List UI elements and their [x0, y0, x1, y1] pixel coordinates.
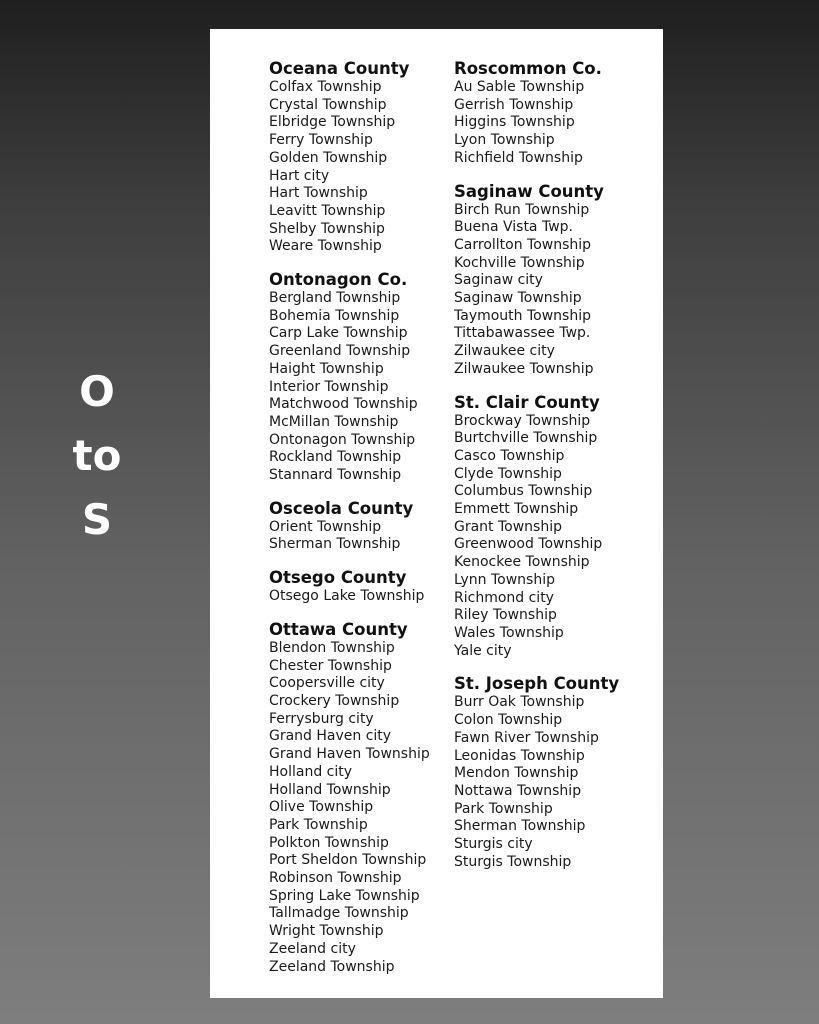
- municipality-item: Taymouth Township: [454, 307, 591, 324]
- municipality-item: Riley Township: [454, 607, 557, 624]
- municipality-item: Rockland Township: [269, 449, 402, 466]
- municipality-item: Birch Run Township: [454, 201, 590, 218]
- document-sheet: [210, 29, 663, 998]
- municipality-item: McMillan Township: [269, 413, 399, 430]
- side-title: [52, 360, 142, 552]
- municipality-item: Au Sable Township: [454, 79, 585, 95]
- municipality-item: Nottawa Township: [454, 782, 582, 799]
- municipality-item: Greenland Township: [269, 343, 411, 360]
- county-heading: Saginaw County: [454, 181, 604, 201]
- county-heading: Osceola County: [269, 498, 414, 518]
- side-title-line: O: [79, 367, 115, 416]
- municipality-item: Chester Township: [269, 657, 392, 674]
- municipality-item: Wright Township: [269, 923, 384, 940]
- municipality-item: Spring Lake Township: [269, 887, 420, 904]
- municipality-item: Stannard Township: [269, 467, 402, 484]
- county-group-saginaw-county: [454, 182, 619, 379]
- municipality-item: Haight Township: [269, 360, 384, 377]
- municipality-item: Brockway Township: [454, 412, 591, 429]
- municipality-item: Richmond city: [454, 589, 554, 606]
- county-group-st-clair-county: [454, 393, 619, 661]
- municipality-item: Blendon Township: [269, 639, 395, 656]
- municipality-item: Orient Township: [269, 518, 382, 535]
- municipality-item: Zeeland city: [269, 940, 356, 957]
- municipality-item: Ferry Township: [269, 132, 373, 149]
- county-heading: St. Clair County: [454, 392, 600, 412]
- side-title-line: S: [81, 495, 113, 544]
- municipality-item: Colon Township: [454, 712, 563, 729]
- municipality-item: Interior Township: [269, 378, 389, 395]
- municipality-item: Grand Haven Township: [269, 746, 430, 763]
- county-group-otsego-county: [269, 568, 430, 606]
- municipality-item: Yale city: [454, 642, 512, 659]
- county-group-oceana-county: [269, 59, 430, 256]
- municipality-item: Coopersville city: [269, 675, 385, 692]
- municipality-item: Polkton Township: [269, 834, 389, 851]
- municipality-item: Leavitt Township: [269, 202, 386, 219]
- county-group-st-joseph-county: [454, 674, 619, 871]
- municipality-item: Saginaw city: [454, 272, 543, 289]
- municipality-item: Port Sheldon Township: [269, 852, 427, 869]
- municipality-item: Mendon Township: [454, 765, 579, 782]
- municipality-item: Weare Township: [269, 238, 382, 255]
- municipality-item: Golden Township: [269, 149, 388, 166]
- municipality-item: Zilwaukee Township: [454, 360, 594, 377]
- municipality-item: Robinson Township: [269, 870, 402, 887]
- municipality-item: Holland Township: [269, 781, 391, 798]
- municipality-item: Burr Oak Township: [454, 694, 585, 711]
- municipality-item: Kochville Township: [454, 254, 585, 271]
- municipality-item: Park Township: [454, 800, 553, 817]
- municipality-item: Hart Township: [269, 185, 368, 202]
- municipality-item: Sturgis Township: [454, 853, 572, 870]
- municipality-item: Wales Township: [454, 624, 564, 641]
- municipality-item: Zeeland Township: [269, 958, 395, 975]
- county-heading: Oceana County: [269, 59, 410, 78]
- municipality-item: Emmett Township: [454, 501, 579, 518]
- municipality-item: Otsego Lake Township: [269, 588, 425, 605]
- municipality-item: Bohemia Township: [269, 307, 400, 324]
- municipality-item: Holland city: [269, 763, 353, 780]
- county-heading: St. Joseph County: [454, 674, 620, 694]
- municipality-item: Zilwaukee city: [454, 343, 555, 360]
- municipality-item: Richfield Township: [454, 149, 583, 166]
- municipality-item: Carrollton Township: [454, 236, 592, 253]
- county-group-osceola-county: [269, 499, 430, 554]
- municipality-item: Leonidas Township: [454, 747, 585, 764]
- county-heading: Roscommon Co.: [454, 59, 602, 78]
- municipality-item: Gerrish Township: [454, 96, 574, 113]
- county-group-ottawa-county: [269, 620, 430, 976]
- municipality-item: Carp Lake Township: [269, 325, 408, 342]
- municipality-item: Park Township: [269, 816, 368, 833]
- municipality-item: Saginaw Township: [454, 290, 582, 307]
- county-heading: Ottawa County: [269, 619, 408, 639]
- county-heading: Otsego County: [269, 568, 407, 588]
- right-column: [454, 59, 619, 885]
- municipality-item: Burtchville Township: [454, 430, 598, 447]
- municipality-item: Sturgis city: [454, 836, 533, 853]
- side-title-line: to: [72, 431, 122, 480]
- left-column: [269, 59, 430, 990]
- municipality-item: Grant Township: [454, 518, 563, 535]
- municipality-item: Colfax Township: [269, 79, 382, 95]
- municipality-item: Greenwood Township: [454, 536, 603, 553]
- municipality-item: Sherman Township: [269, 536, 401, 553]
- municipality-item: Crystal Township: [269, 96, 387, 113]
- municipality-item: Tittabawassee Twp.: [454, 325, 591, 342]
- municipality-item: Fawn River Township: [454, 729, 599, 746]
- municipality-item: Ferrysburg city: [269, 710, 374, 727]
- municipality-item: Buena Vista Twp.: [454, 219, 573, 236]
- municipality-item: Tallmadge Township: [269, 905, 409, 922]
- municipality-item: Clyde Township: [454, 465, 562, 482]
- municipality-item: Higgins Township: [454, 114, 575, 131]
- municipality-item: Matchwood Township: [269, 396, 418, 413]
- municipality-item: Sherman Township: [454, 818, 586, 835]
- municipality-item: Hart city: [269, 167, 330, 184]
- municipality-item: Elbridge Township: [269, 114, 396, 131]
- municipality-item: Ontonagon Township: [269, 431, 416, 448]
- county-group-ontonagon-co: [269, 270, 430, 485]
- municipality-item: Kenockee Township: [454, 554, 590, 571]
- county-group-roscommon-co: [454, 59, 619, 168]
- municipality-item: Casco Township: [454, 447, 565, 464]
- municipality-item: Shelby Township: [269, 220, 385, 237]
- municipality-item: Olive Township: [269, 799, 374, 816]
- municipality-item: Grand Haven city: [269, 728, 392, 745]
- municipality-item: Crockery Township: [269, 692, 400, 709]
- county-heading: Ontonagon Co.: [269, 270, 408, 290]
- municipality-item: Lyon Township: [454, 132, 555, 149]
- municipality-item: Bergland Township: [269, 290, 401, 307]
- municipality-item: Lynn Township: [454, 571, 556, 588]
- municipality-item: Columbus Township: [454, 483, 593, 500]
